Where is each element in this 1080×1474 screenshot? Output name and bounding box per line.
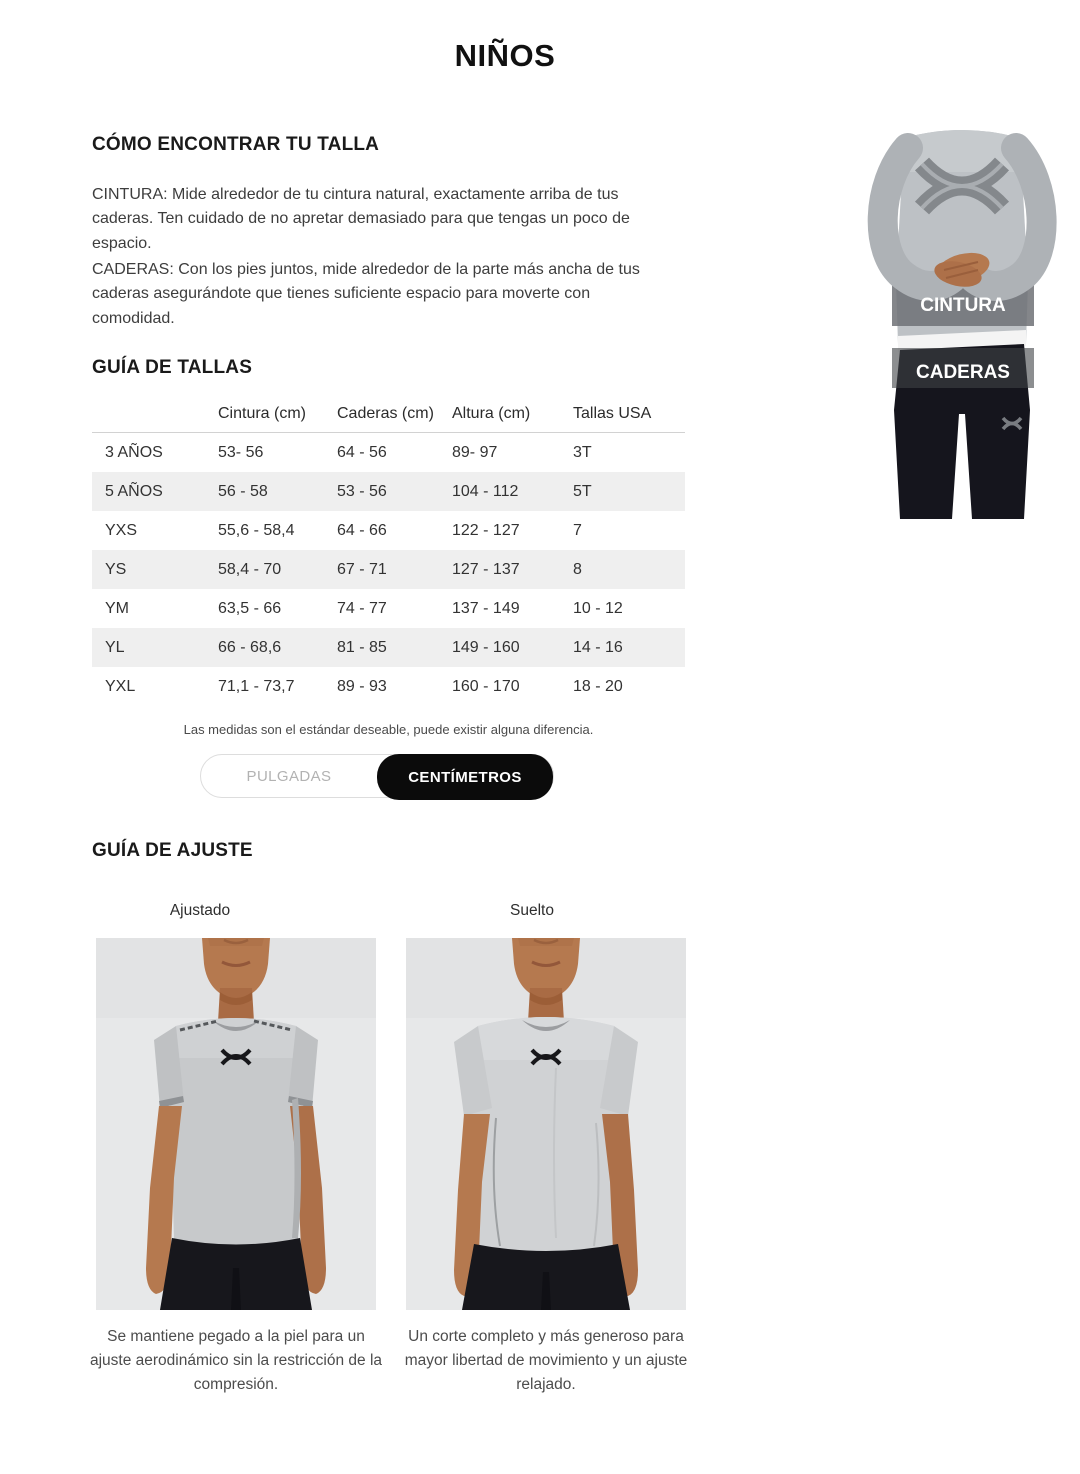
loose-fit-image	[406, 938, 686, 1310]
header-caderas: Caderas (cm)	[337, 405, 434, 422]
page-title: NIÑOS	[454, 38, 556, 73]
table-row	[92, 589, 685, 628]
table-row	[92, 550, 685, 589]
cell-usa: 14 - 16	[573, 638, 623, 656]
cell-altura: 122 - 127	[452, 521, 520, 539]
hips-band-label: CADERAS	[916, 362, 1010, 383]
fitted-boy-illustration	[96, 938, 376, 1310]
cell-altura: 127 - 137	[452, 560, 520, 578]
cell-caderas: 67 - 71	[337, 560, 387, 578]
cell-caderas: 64 - 56	[337, 443, 387, 461]
cell-usa: 8	[573, 560, 582, 578]
cell-caderas: 89 - 93	[337, 677, 387, 695]
cell-cintura: 56 - 58	[218, 482, 268, 500]
fit-label-ajustado: Ajustado	[169, 902, 231, 919]
cell-caderas: 74 - 77	[337, 599, 387, 617]
cell-altura: 137 - 149	[452, 599, 520, 617]
size-row-label: 3 AÑOS	[105, 443, 163, 461]
centimeters-toggle-button[interactable]: CENTÍMETROS	[377, 754, 553, 800]
inches-toggle-button[interactable]: PULGADAS	[201, 754, 377, 798]
how-to-heading: CÓMO ENCONTRAR TU TALLA	[92, 134, 380, 155]
size-row-label: YS	[105, 560, 127, 578]
size-guide-heading: GUÍA DE TALLAS	[92, 357, 253, 378]
waist-band-label: CINTURA	[920, 295, 1006, 316]
caderas-paragraph: CADERAS: Con los pies juntos, mide alrededor de la parte más ancha de tus caderas asegurándote que tienes suficiente espacio para moverte con comodidad.	[92, 261, 640, 327]
size-table	[92, 396, 685, 706]
size-row-label: 5 AÑOS	[105, 482, 163, 500]
table-row	[92, 472, 685, 511]
fit-label-suelto: Suelto	[510, 902, 554, 919]
cell-caderas: 53 - 56	[337, 482, 387, 500]
size-row-label: YXS	[105, 521, 138, 539]
measurement-figure-image	[862, 112, 1062, 527]
cell-usa: 7	[573, 521, 582, 539]
cell-altura: 149 - 160	[452, 638, 520, 656]
fitted-fit-image	[96, 938, 376, 1310]
cell-cintura: 55,6 - 58,4	[218, 521, 295, 539]
cell-cintura: 71,1 - 73,7	[218, 677, 295, 695]
cell-usa: 18 - 20	[573, 677, 623, 695]
table-row	[92, 433, 685, 472]
table-note: Las medidas son el estándar deseable, puede existir alguna diferencia.	[183, 722, 594, 737]
header-tallas-usa: Tallas USA	[573, 405, 652, 422]
cell-cintura: 58,4 - 70	[218, 560, 282, 578]
cell-usa: 5T	[573, 482, 592, 500]
units-toggle	[200, 754, 554, 798]
table-row	[92, 511, 685, 550]
fit-guide-heading: GUÍA DE AJUSTE	[92, 840, 253, 861]
cell-cintura: 63,5 - 66	[218, 599, 282, 617]
measurement-figure-illustration	[862, 112, 1062, 527]
header-cintura: Cintura (cm)	[218, 405, 307, 422]
header-altura: Altura (cm)	[452, 405, 531, 422]
cintura-paragraph: CINTURA: Mide alrededor de tu cintura natural, exactamente arriba de tus caderas. Ten cuidado de no apretar demasiado para que tengas un poco de espacio.	[92, 186, 630, 252]
table-row	[92, 667, 685, 706]
cell-altura: 160 - 170	[452, 677, 520, 695]
loose-boy-illustration	[406, 938, 686, 1310]
cell-caderas: 64 - 66	[337, 521, 387, 539]
size-row-label: YXL	[105, 677, 136, 695]
cell-altura: 104 - 112	[452, 482, 519, 500]
table-row	[92, 628, 685, 667]
size-row-label: YM	[105, 599, 129, 617]
cell-cintura: 66 - 68,6	[218, 638, 282, 656]
cell-cintura: 53- 56	[218, 443, 264, 461]
loose-fit-caption: Un corte completo y más generoso para mayor libertad de movimiento y un ajuste relajado.	[404, 1328, 688, 1394]
cell-usa: 3T	[573, 443, 592, 461]
cell-usa: 10 - 12	[573, 599, 623, 617]
size-row-label: YL	[105, 638, 125, 656]
table-header-row	[92, 396, 685, 433]
cell-altura: 89- 97	[452, 443, 498, 461]
fitted-fit-caption: Se mantiene pegado a la piel para un ajuste aerodinámico sin la restricción de la compresión.	[89, 1328, 383, 1394]
cell-caderas: 81 - 85	[337, 638, 387, 656]
